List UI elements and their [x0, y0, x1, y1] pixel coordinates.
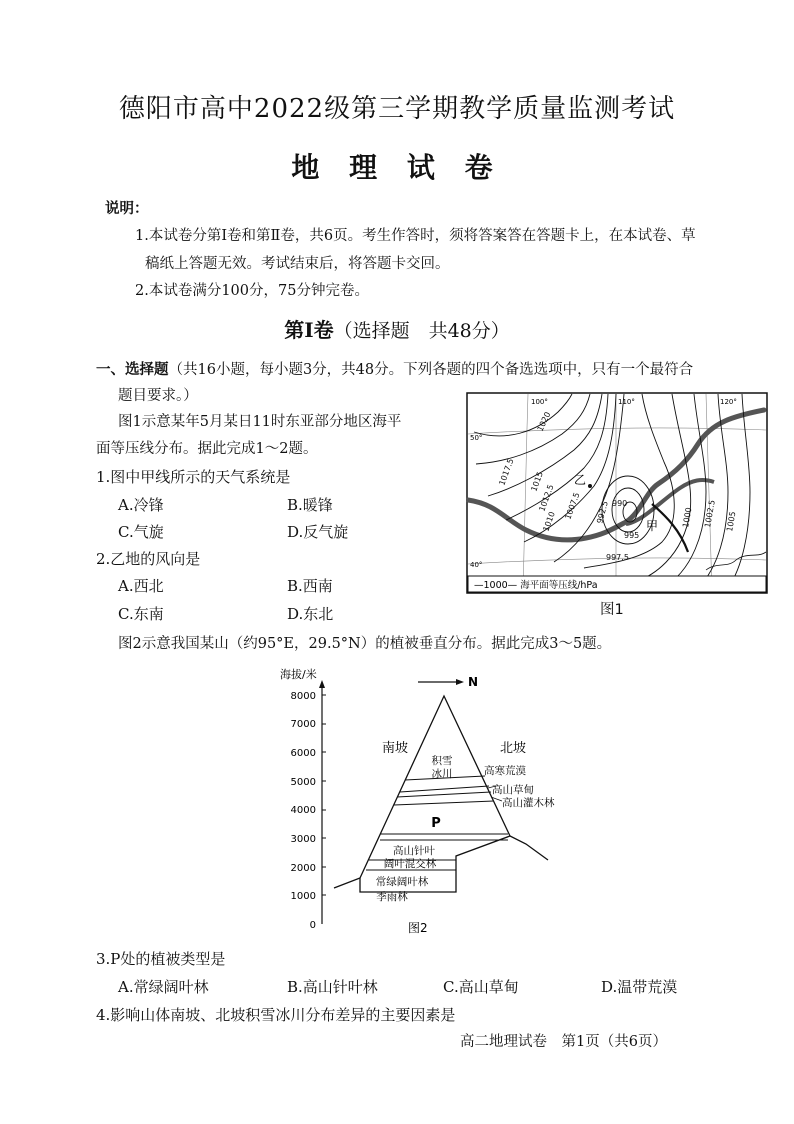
fig1-intro-line-1: 图1示意某年5月某日11时东亚部分地区海平	[118, 414, 402, 430]
isobar-label-1012-5: 1012.5	[537, 483, 556, 513]
isobar-label-997-5: 997.5	[606, 553, 629, 562]
q1-option-a: A.冷锋	[118, 496, 164, 514]
fig1-intro-line-2: 面等压线分布。据此完成1～2题。	[96, 441, 318, 457]
part1-line-1	[96, 358, 693, 379]
section-detail: （选择题 共48分）	[333, 320, 510, 342]
section-heading	[0, 314, 794, 343]
q2-option-d: D.东北	[287, 605, 334, 623]
q3-option-b: B.高山针叶林	[287, 978, 378, 996]
lat-label-40: 40°	[470, 561, 483, 569]
zone-evergreen-broadleaf: 常绿阔叶林	[375, 876, 429, 888]
isobar-label-1000: 1000	[681, 506, 694, 529]
zone-alpine-meadow: 高山草甸	[492, 784, 534, 796]
y-tick-8000: 8000	[290, 691, 316, 702]
q1-option-b: B.暖锋	[287, 496, 333, 514]
q3-option-d: D.温带荒漠	[601, 978, 678, 996]
south-slope-label: 南坡	[382, 741, 409, 756]
north-slope-label: 北坡	[500, 741, 527, 756]
isobar-label-1017-5: 1017.5	[497, 457, 516, 487]
lon-label-120: 120°	[720, 398, 737, 406]
y-tick-4000: 4000	[290, 805, 316, 816]
instruction-1-line-2: 稿纸上答题无效。考试结束后，将答题卡交回。	[145, 256, 450, 272]
y-tick-7000: 7000	[290, 719, 316, 730]
instructions-label: 说明：	[105, 200, 149, 217]
figure-1-isobar-map	[466, 392, 768, 597]
figure-2-vegetation-diagram	[278, 664, 578, 934]
north-label: N	[468, 675, 479, 689]
page-footer: 高二地理试卷 第1页（共6页）	[460, 1034, 667, 1050]
part1-heading: 一、选择题	[96, 361, 169, 378]
isobar-label-1007-5: 1007.5	[563, 491, 582, 521]
exam-subtitle: 地 理 试 卷	[291, 151, 503, 184]
instruction-1-line-1: 1.本试卷分第Ⅰ卷和第Ⅱ卷，共6页。考生作答时，须将答案答在答题卡上，在本试卷、草	[135, 228, 696, 244]
isobar-label-1002-5: 1002.5	[703, 499, 717, 529]
q3-option-c: C.高山草甸	[443, 978, 519, 996]
zone-mixed-forest: 阔叶混交林	[383, 858, 437, 870]
zone-alpine-desert: 高寒荒漠	[484, 765, 526, 777]
fig2-intro: 图2示意我国某山（约95°E，29.5°N）的植被垂直分布。据此完成3～5题。	[118, 636, 612, 652]
zone-glacier: 冰川	[431, 768, 453, 780]
part1-instructions: （共16小题，每小题3分，共48分。下列各题的四个备选选项中，只有一个最符合	[168, 362, 694, 378]
north-arrow-head	[456, 679, 464, 685]
section-title: 第Ⅰ卷	[284, 318, 334, 342]
question-3-stem: 3.P处的植被类型是	[96, 950, 226, 968]
y-tick-6000: 6000	[290, 748, 316, 759]
isobar-label-990: 990	[612, 499, 628, 508]
y-tick-3000: 3000	[290, 834, 316, 845]
map-legend: —1000— 海平面等压线/hPa	[474, 580, 598, 591]
y-axis-title: 海拔/米	[280, 668, 317, 681]
isobar-label-992-5: 992.5	[595, 500, 610, 525]
instruction-2: 2.本试卷满分100分，75分钟完卷。	[135, 283, 369, 299]
q2-option-b: B.西南	[287, 577, 333, 595]
map-label-yi: 乙	[574, 473, 587, 487]
zone-p: P	[431, 816, 441, 831]
part1-line-2: 题目要求。）	[118, 388, 198, 404]
y-tick-1000: 1000	[290, 891, 316, 902]
question-1-stem: 1.图中甲线所示的天气系统是	[96, 468, 291, 486]
isobar-label-1010: 1010	[541, 510, 557, 533]
isobar-label-1020: 1020	[535, 410, 553, 433]
question-4-stem: 4.影响山体南坡、北坡积雪冰川分布差异的主要因素是	[96, 1006, 456, 1024]
figure-1-caption: 图1	[600, 602, 624, 618]
q2-option-c: C.东南	[118, 605, 164, 623]
isobar-label-995: 995	[624, 531, 640, 540]
q1-option-c: C.气旋	[118, 523, 164, 541]
zone-coniferous: 高山针叶	[393, 845, 435, 857]
y-tick-2000: 2000	[290, 863, 316, 874]
lon-label-110: 110°	[618, 398, 635, 406]
zone-alpine-shrub: 高山灌木林	[502, 797, 555, 809]
figure-2-caption: 图2	[408, 921, 428, 934]
zone-snow: 积雪	[431, 755, 453, 767]
point-yi-marker	[588, 484, 592, 488]
q1-option-d: D.反气旋	[287, 523, 349, 541]
q2-option-a: A.西北	[118, 577, 164, 595]
y-tick-0: 0	[309, 920, 316, 931]
y-tick-5000: 5000	[290, 777, 316, 788]
y-axis-arrow	[319, 680, 325, 688]
question-2-stem: 2.乙地的风向是	[96, 550, 201, 568]
q3-option-a: A.常绿阔叶林	[118, 978, 209, 996]
isobar-label-1005: 1005	[725, 510, 738, 533]
isobar-label-1015: 1015	[529, 470, 545, 493]
lat-label-50: 50°	[470, 434, 483, 442]
map-label-jia: 甲	[646, 519, 659, 533]
lon-label-100: 100°	[531, 398, 548, 406]
exam-title: 德阳市高中2022级第三学期教学质量监测考试	[118, 94, 676, 124]
zone-monsoon-forest: 季雨林	[376, 891, 408, 903]
